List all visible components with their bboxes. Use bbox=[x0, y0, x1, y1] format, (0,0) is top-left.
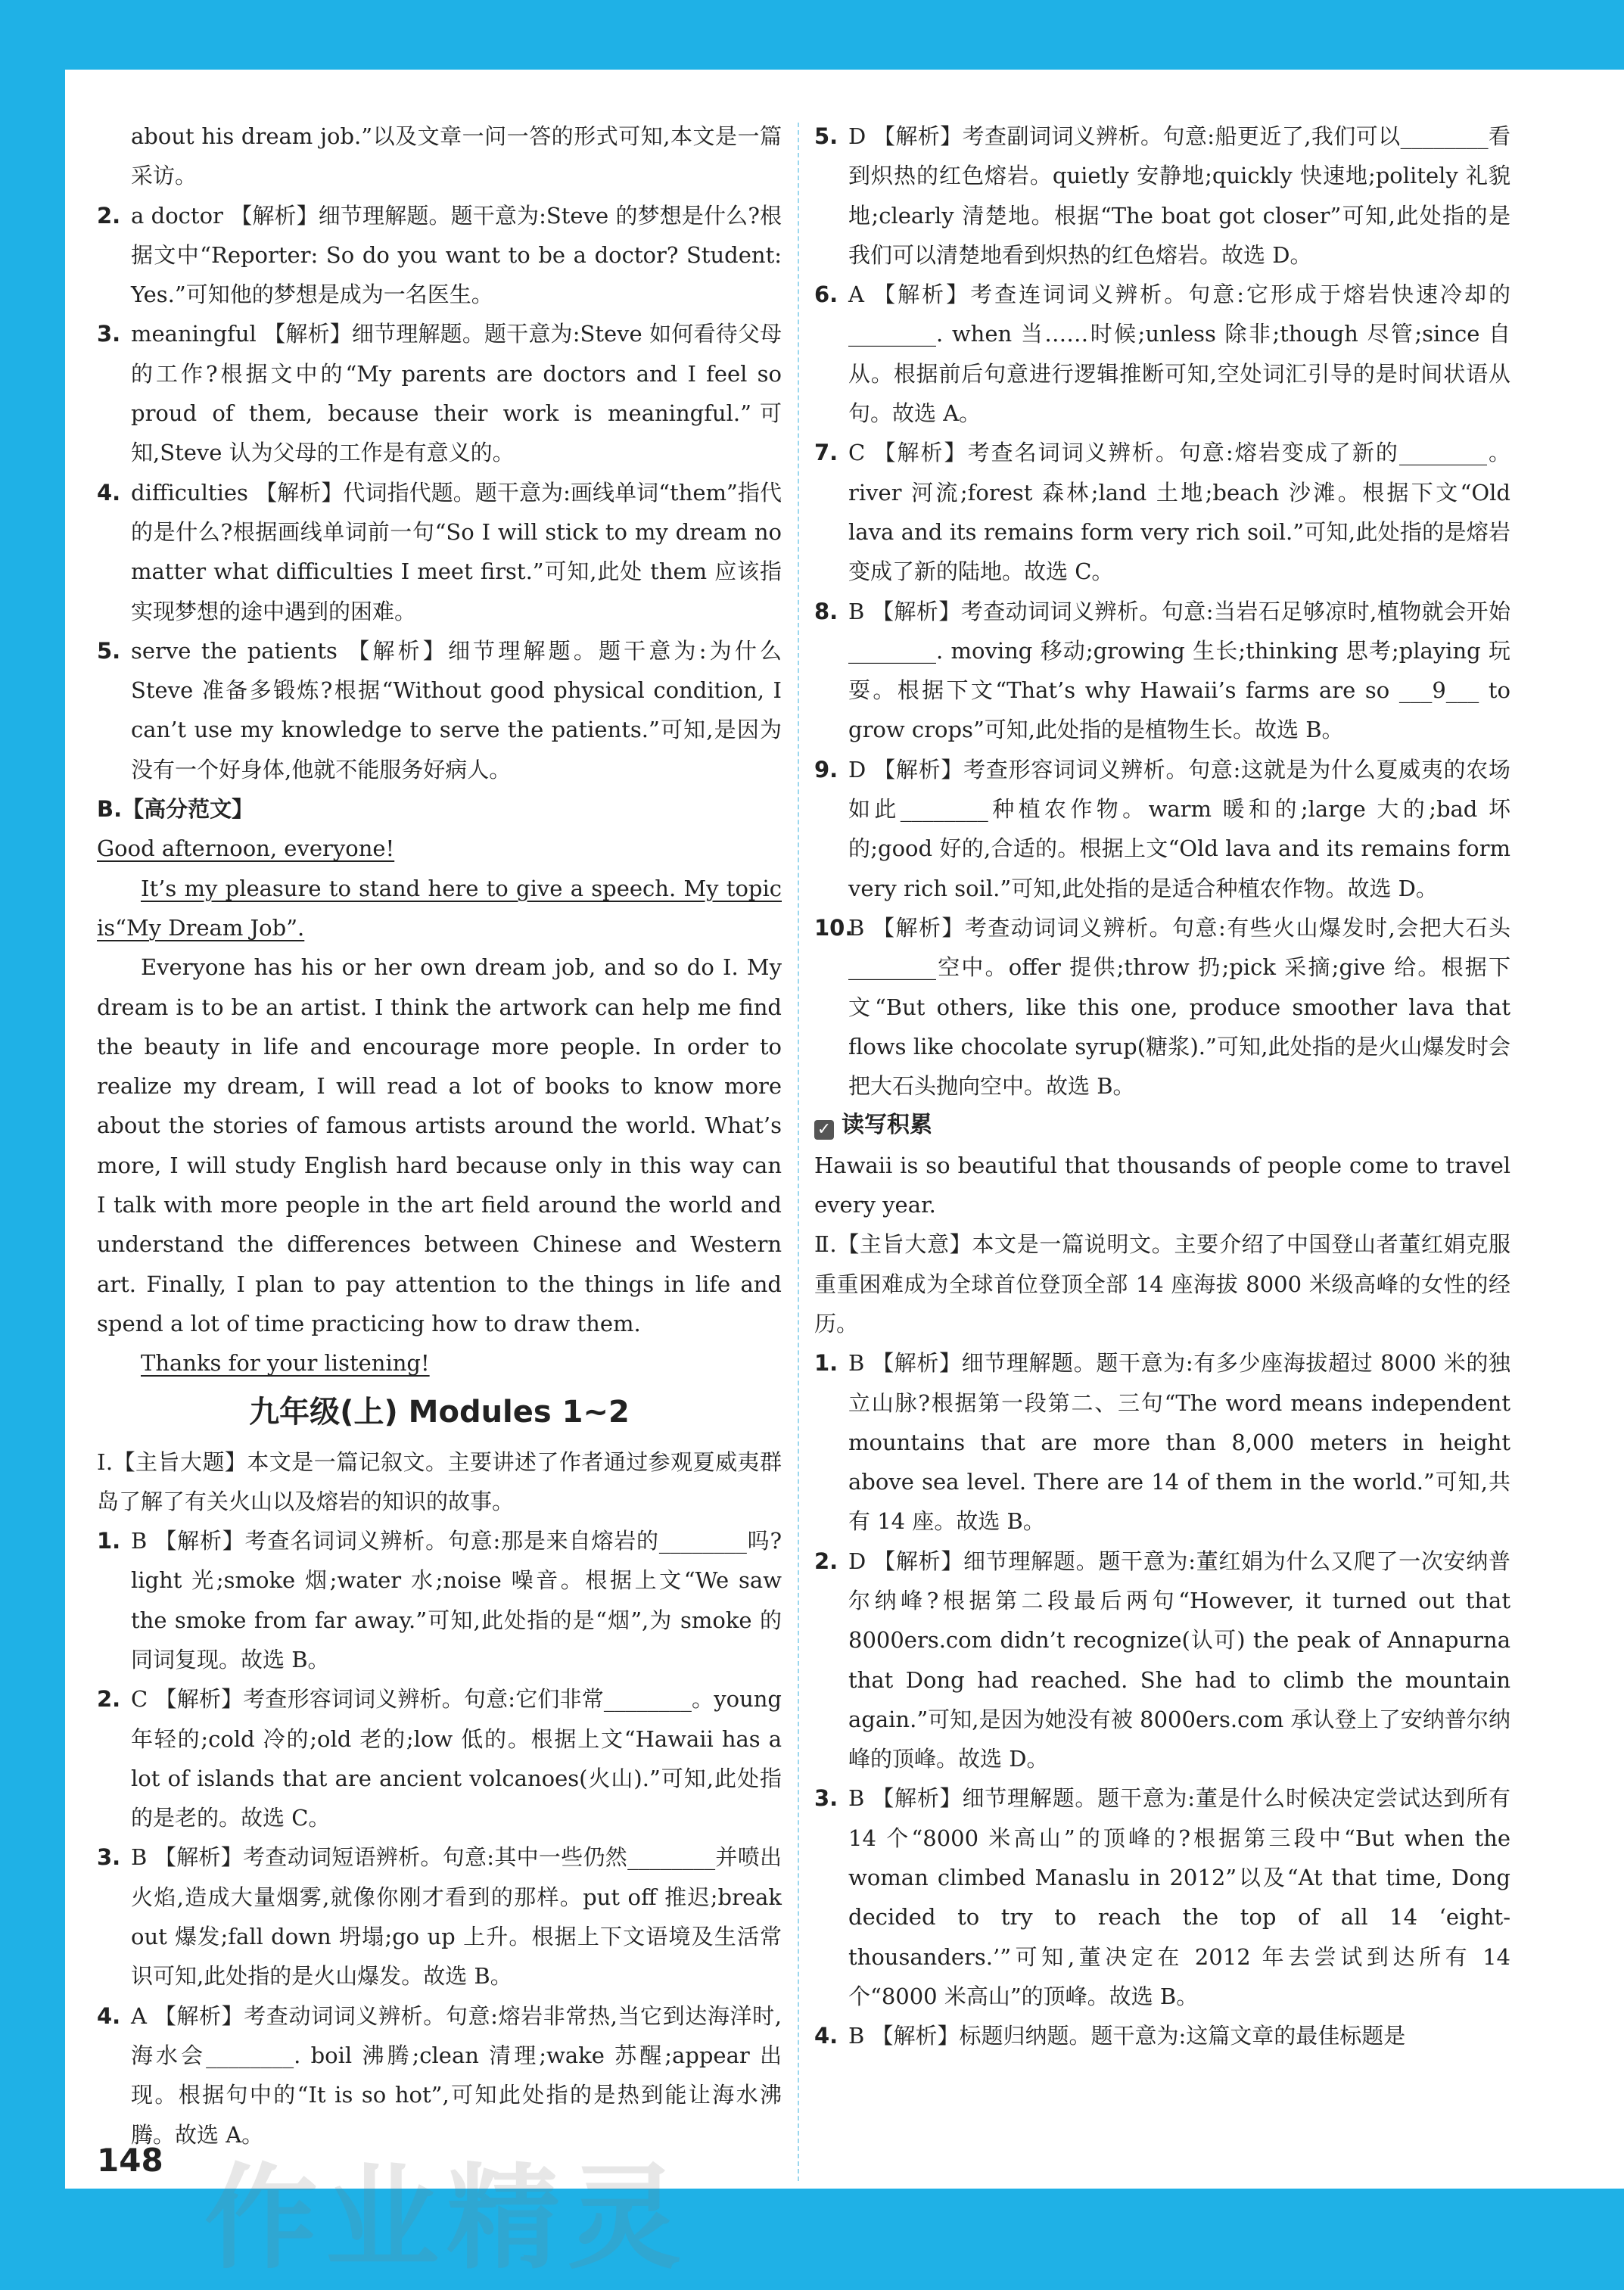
answer-item: 2. D 【解析】细节理解题。题干意为:董红娟为什么又爬了一次安纳普尔纳峰?根据第二段最后两句“However, it turned out that 8000ers.com didn’t recognize(认可) the peak of Annapurna that Dong had reached. She had to climb the mountain again.”可知,是因为她没有被 8000ers.com 承认登上了安纳普尔纳峰的顶峰。故选 D。 bbox=[814, 1548, 1510, 1772]
reading-writing-title: ✓ 读写积累 bbox=[814, 1106, 1510, 1145]
answer-item: 10. B 【解析】考查动词词义辨析。句意:有些火山爆发时,会把大石头________空中。offer 提供;throw 扔;pick 采摘;give 给。根据下文“But others, like this one, produce smoother lava that flows like chocolate syrup(糖浆).”可知,此处指的是火山爆发时会把大石头抛向空中。故选 B。 bbox=[814, 914, 1510, 1100]
answer-item: 5. D 【解析】考查副词词义辨析。句意:船更近了,我们可以________看到炽热的红色熔岩。quietly 安静地;quickly 快速地;politely 礼貌地;clearly 清楚地。根据“The boat got closer”可知,此处指的是我们可以清楚地看到炽热的红色熔岩。故选 D。 bbox=[814, 123, 1510, 268]
reading-answers-2 bbox=[814, 1343, 1510, 2055]
answer-page bbox=[65, 70, 1624, 2189]
section-1-summary: Ⅰ.【主旨大题】本文是一篇记叙文。主要讲述了作者通过参观夏威夷群岛了解了有关火山以及熔岩的知识的故事。 bbox=[97, 1448, 782, 1514]
section-2-summary: Ⅱ.【主旨大意】本文是一篇说明文。主要介绍了中国登山者董红娟克服重重困难成为全球首位登顶全部 14 座海拔 8000 米级高峰的女性的经历。 bbox=[814, 1231, 1510, 1336]
left-column bbox=[97, 117, 782, 2155]
section-heading: 九年级(上) Modules 1~2 bbox=[249, 1394, 630, 1430]
intro-text: about his dream job.”以及文章一问一答的形式可知,本文是一篇采访。 bbox=[131, 123, 782, 189]
cloze-answers-continued bbox=[814, 117, 1510, 1106]
page-number: 148 bbox=[97, 2142, 163, 2179]
reading-writing-text: Hawaii is so beautiful that thousands of people come to travel every year. bbox=[814, 1152, 1510, 1218]
answer-item: 1. B 【解析】细节理解题。题干意为:有多少座海拔超过 8000 米的独立山脉?根据第一段第二、三句“The word means independent mountains that are more than 8,000 meters in height above sea level. There are 14 of them in the world.”可知,共有 14 座。故选 B。 bbox=[814, 1350, 1510, 1535]
answer-item: 1. B 【解析】考查名词词义辨析。句意:那是来自熔岩的________吗? light 光;smoke 烟;water 水;noise 噪音。根据上文“We saw the smoke from far away.”可知,此处指的是“烟”,为 smoke 的同词复现。故选 B。 bbox=[97, 1528, 782, 1672]
essay-greeting: Good afternoon, everyone! bbox=[97, 835, 395, 862]
answer-item: 6. A 【解析】考查连词词义辨析。句意:它形成于熔岩快速冷却的________. when 当……时候;unless 除非;though 尽管;since 自从。根据前后句意进行逻辑推断可知,空处词汇引导的是时间状语从句。故选 A。 bbox=[814, 282, 1510, 427]
answer-item: 3. B 【解析】考查动词短语辨析。句意:其中一些仍然________并喷出火焰,造成大量烟雾,就像你刚才看到的那样。put off 推迟;break out 爆发;fall down 坍塌;go up 上升。根据上下文语境及生活常识可知,此处指的是火山爆发。故选 B。 bbox=[97, 1844, 782, 1990]
watermark: 作业精灵 bbox=[204, 2153, 689, 2285]
reading-answers bbox=[97, 196, 782, 789]
answer-item: 4. difficulties 【解析】代词指代题。题干意为:画线单词“them”指代的是什么?根据画线单词前一句“So I will stick to my dream no matter what difficulties I meet first.”可知,此处 them 应该指实现梦想的途中遇到的困难。 bbox=[97, 479, 782, 624]
cloze-answers bbox=[97, 1521, 782, 2155]
essay-closing: Thanks for your listening! bbox=[141, 1350, 430, 1377]
answer-item: 5. serve the patients 【解析】细节理解题。题干意为:为什么 Steve 准备多锻炼?根据“Without good physical condition, I can’t use my knowledge to serve the patients.”可知,是因为没有一个好身体,他就不能服务好病人。 bbox=[97, 637, 782, 783]
answer-item: 4. A 【解析】考查动词词义辨析。句意:熔岩非常热,当它到达海洋时,海水会________. boil 沸腾;clean 清理;wake 苏醒;appear 出现。根据句中的“It is so hot”,可知此处指的是热到能让海水沸腾。故选 A。 bbox=[97, 2002, 782, 2148]
model-essay-label: B.【高分范文】 bbox=[97, 796, 254, 823]
right-column bbox=[814, 117, 1510, 2056]
answer-item: 2. C 【解析】考查形容词词义辨析。句意:它们非常________。young 年轻的;cold 冷的;old 老的;low 低的。根据上文“Hawaii has a lot of islands that are ancient volcanoes(火山).”可知,此处指的是老的。故选 C。 bbox=[97, 1686, 782, 1831]
answer-item: 9. D 【解析】考查形容词词义辨析。句意:这就是为什么夏威夷的农场如此________种植农作物。warm 暖和的;large 大的;bad 坏的;good 好的,合适的。根据上文“Old lava and its remains form very rich soil.”可知,此处指的是适合种植农作物。故选 D。 bbox=[814, 756, 1510, 901]
column-divider bbox=[798, 123, 799, 2181]
checkmark-icon: ✓ bbox=[814, 1120, 834, 1140]
answer-item: 7. C 【解析】考查名词词义辨析。句意:熔岩变成了新的________。river 河流;forest 森林;land 土地;beach 沙滩。根据下文“Old lava and its remains form very rich soil.”可知,此处指的是熔岩变成了新的陆地。故选 C。 bbox=[814, 440, 1510, 585]
answer-item: 8. B 【解析】考查动词词义辨析。句意:当岩石足够凉时,植物就会开始________. moving 移动;growing 生长;thinking 思考;playing 玩耍。根据下文“That’s why Hawaii’s farms are so ___9___ to grow crops”可知,此处指的是植物生长。故选 B。 bbox=[814, 598, 1510, 743]
answer-item: 3. meaningful 【解析】细节理解题。题干意为:Steve 如何看待父母的工作?根据文中的“My parents are doctors and I feel so proud of them, because their work is meaningful.”可知,Steve 认为父母的工作是有意义的。 bbox=[97, 321, 782, 466]
essay-paragraph-1: It’s my pleasure to stand here to give a speech. My topic is“My Dream Job”. bbox=[97, 875, 782, 941]
answer-item: 2. a doctor 【解析】细节理解题。题干意为:Steve 的梦想是什么?根据文中“Reporter: So do you want to be a doctor? Student: Yes.”可知他的梦想是成为一名医生。 bbox=[97, 202, 782, 308]
essay-paragraph-2: Everyone has his or her own dream job, and so do I. My dream is to be an artist. I think the artwork can help me find the beauty in life and encourage more people. In order to realize my dream, I will read a lot of books to know more about the stories of famous artists around the world. What’s more, I will study English hard because only in this way can I talk with more people in the art field around the world and understand the differences between Chinese and Western art. Finally, I plan to pay attention to the things in life and spend a lot of time practicing how to draw them. bbox=[97, 954, 782, 1336]
answer-item: 4. B 【解析】标题归纳题。题干意为:这篇文章的最佳标题是 bbox=[814, 2023, 1406, 2049]
answer-item: 3. B 【解析】细节理解题。题干意为:董是什么时候决定尝试达到所有 14 个“8000 米高山”的顶峰的?根据第三段中“But when the woman climbed Manaslu in 2012”以及“At that time, Dong decided to try to reach the top of all 14 ‘eight-thousanders.’”可知,董决定在 2012 年去尝试到达所有 14 个“8000 米高山”的顶峰。故选 B。 bbox=[814, 1785, 1510, 2009]
